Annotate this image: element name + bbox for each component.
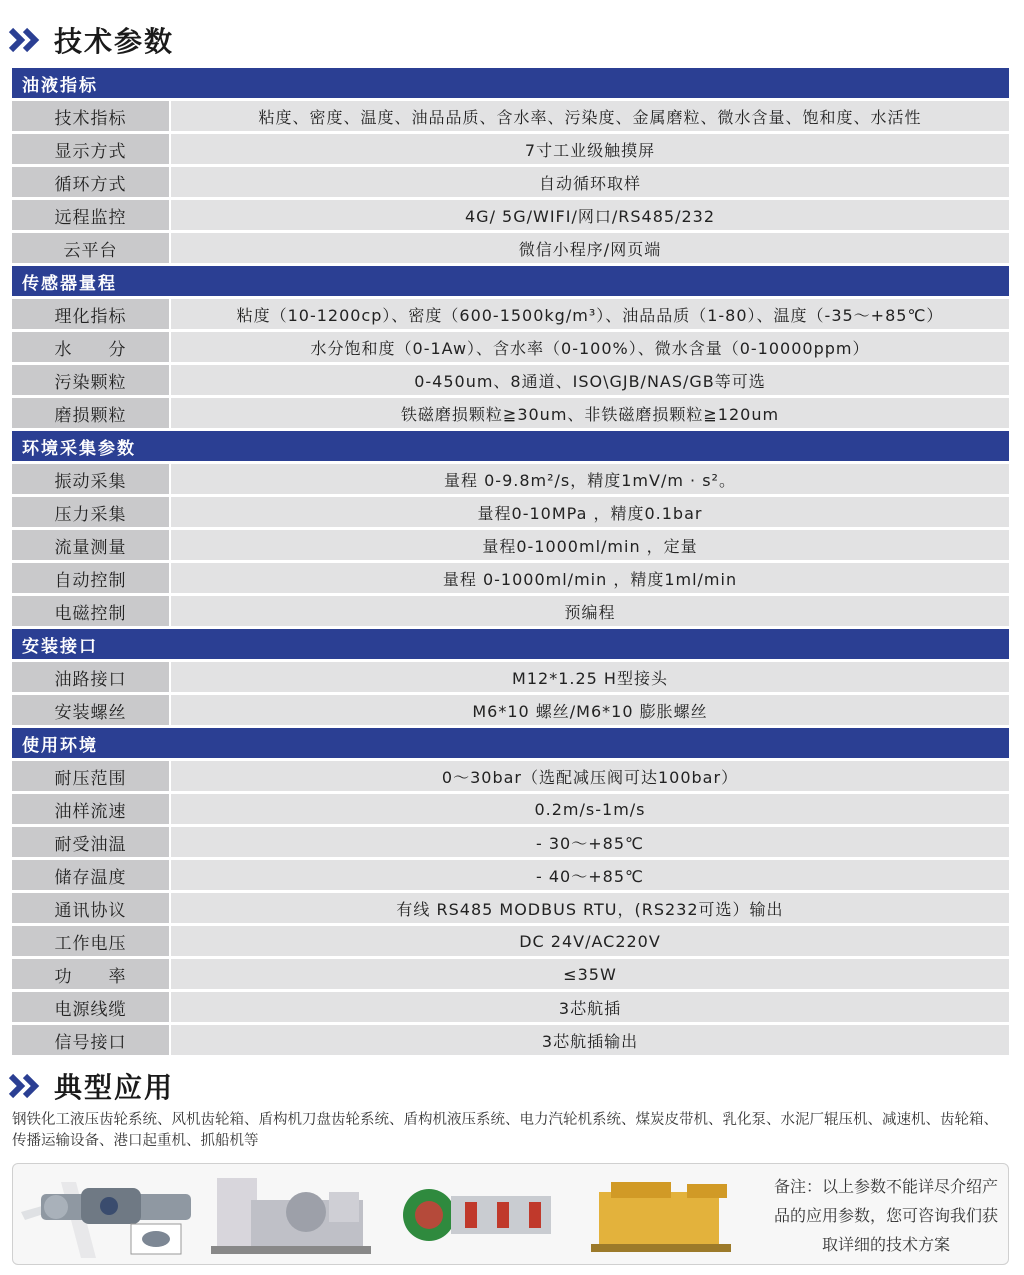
table-row [12,530,1009,560]
param-label: 电源线缆 [12,992,169,1022]
table-row [12,893,1009,923]
double-chevron-icon [8,1073,42,1099]
param-label: 振动采集 [12,464,169,494]
param-label: 循环方式 [12,167,169,197]
param-label: 油路接口 [12,662,169,692]
param-label: 云平台 [12,233,169,263]
param-value: 7寸工业级触摸屏 [171,134,1009,164]
param-value: - 40～+85℃ [171,860,1009,890]
group-header: 安装接口 [12,629,1009,662]
double-chevron-icon [8,27,42,53]
param-value: 量程 0-9.8m²/s，精度1mV/m · s²。 [171,464,1009,494]
param-value: ≤35W [171,959,1009,989]
table-row [12,167,1009,197]
table-row [12,365,1009,395]
table-row [12,101,1009,131]
param-label: 储存温度 [12,860,169,890]
spec-section-title [8,20,174,60]
table-row [12,794,1009,824]
param-label: 自动控制 [12,563,169,593]
param-value: 3芯航插 [171,992,1009,1022]
param-value: 水分饱和度（0-1Aw）、含水率（0-100%）、微水含量（0-10000ppm） [171,332,1009,362]
param-value: 量程0-1000ml/min ，定量 [171,530,1009,560]
param-value: 微信小程序/网页端 [171,233,1009,263]
param-value: 粘度（10-1200cp）、密度（600-1500kg/m³）、油品品质（1-80）、温度（-35～+85℃） [171,299,1009,329]
table-row [12,1025,1009,1055]
param-value: 粘度、密度、温度、油品品质、含水率、污染度、金属磨粒、微水含量、饱和度、水活性 [171,101,1009,131]
param-label: 功 率 [12,959,169,989]
param-value: 0-450um、8通道、ISO\GJB/NAS/GB等可选 [171,365,1009,395]
table-row [12,926,1009,956]
spec-table [12,68,1009,1058]
param-value: 量程 0-1000ml/min ，精度1ml/min [171,563,1009,593]
param-value: 0～30bar（选配减压阀可达100bar） [171,761,1009,791]
param-value: 预编程 [171,596,1009,626]
table-row [12,992,1009,1022]
table-row [12,233,1009,263]
spec-title-text: 技术参数 [54,25,175,58]
table-row [12,497,1009,527]
group-header: 传感器量程 [12,266,1009,299]
table-row [12,134,1009,164]
param-value: 4G/ 5G/WIFI/网口/RS485/232 [171,200,1009,230]
table-row [12,200,1009,230]
param-label: 通讯协议 [12,893,169,923]
table-row [12,662,1009,692]
param-value: 3芯航插输出 [171,1025,1009,1055]
param-value: 量程0-10MPa ，精度0.1bar [171,497,1009,527]
param-label: 磨损颗粒 [12,398,169,428]
param-label: 耐受油温 [12,827,169,857]
industrial-compressor-image [211,1172,371,1258]
group-header: 使用环境 [12,728,1009,761]
yellow-equipment-image [591,1172,741,1258]
param-value: 有线 RS485 MODBUS RTU，(RS232可选）输出 [171,893,1009,923]
applications-section-title [8,1066,174,1106]
table-row [12,332,1009,362]
param-value: 自动循环取样 [171,167,1009,197]
param-label: 安装螺丝 [12,695,169,725]
table-row [12,695,1009,725]
param-value: M12*1.25 H型接头 [171,662,1009,692]
table-row [12,563,1009,593]
table-row [12,827,1009,857]
param-label: 理化指标 [12,299,169,329]
group-header: 油液指标 [12,68,1009,101]
table-row [12,596,1009,626]
table-row [12,464,1009,494]
table-row [12,959,1009,989]
applications-text: 钢铁化工液压齿轮系统、风机齿轮箱、盾构机刀盘齿轮系统、盾构机液压系统、电力汽轮机系统、煤炭皮带机、乳化泵、水泥厂辊压机、减速机、齿轮箱、传播运输设备、港口起重机、抓船机等 [12,1112,998,1149]
param-value: M6*10 螺丝/M6*10 膨胀螺丝 [171,695,1009,725]
applications-image-strip [12,1163,1009,1265]
param-value: DC 24V/AC220V [171,926,1009,956]
tunnel-boring-machine-image [401,1172,561,1258]
table-row [12,299,1009,329]
group-header: 环境采集参数 [12,431,1009,464]
param-label: 污染颗粒 [12,365,169,395]
param-value: 铁磁磨损颗粒≧30um、非铁磁磨损颗粒≧120um [171,398,1009,428]
param-value: - 30～+85℃ [171,827,1009,857]
param-label: 水 分 [12,332,169,362]
table-row [12,761,1009,791]
param-label: 远程监控 [12,200,169,230]
param-label: 工作电压 [12,926,169,956]
param-label: 信号接口 [12,1025,169,1055]
param-label: 显示方式 [12,134,169,164]
table-row [12,398,1009,428]
param-label: 耐压范围 [12,761,169,791]
param-label: 流量测量 [12,530,169,560]
param-value: 0.2m/s-1m/s [171,794,1009,824]
applications-title-text: 典型应用 [54,1071,175,1104]
remark-note: 备注：以上参数不能详尽介绍产品的应用参数，您可咨询我们获取详细的技术方案 [773,1177,998,1254]
table-row [12,860,1009,890]
param-label: 电磁控制 [12,596,169,626]
param-label: 油样流速 [12,794,169,824]
param-label: 压力采集 [12,497,169,527]
param-label: 技术指标 [12,101,169,131]
wind-turbine-gearbox-image [21,1172,193,1258]
